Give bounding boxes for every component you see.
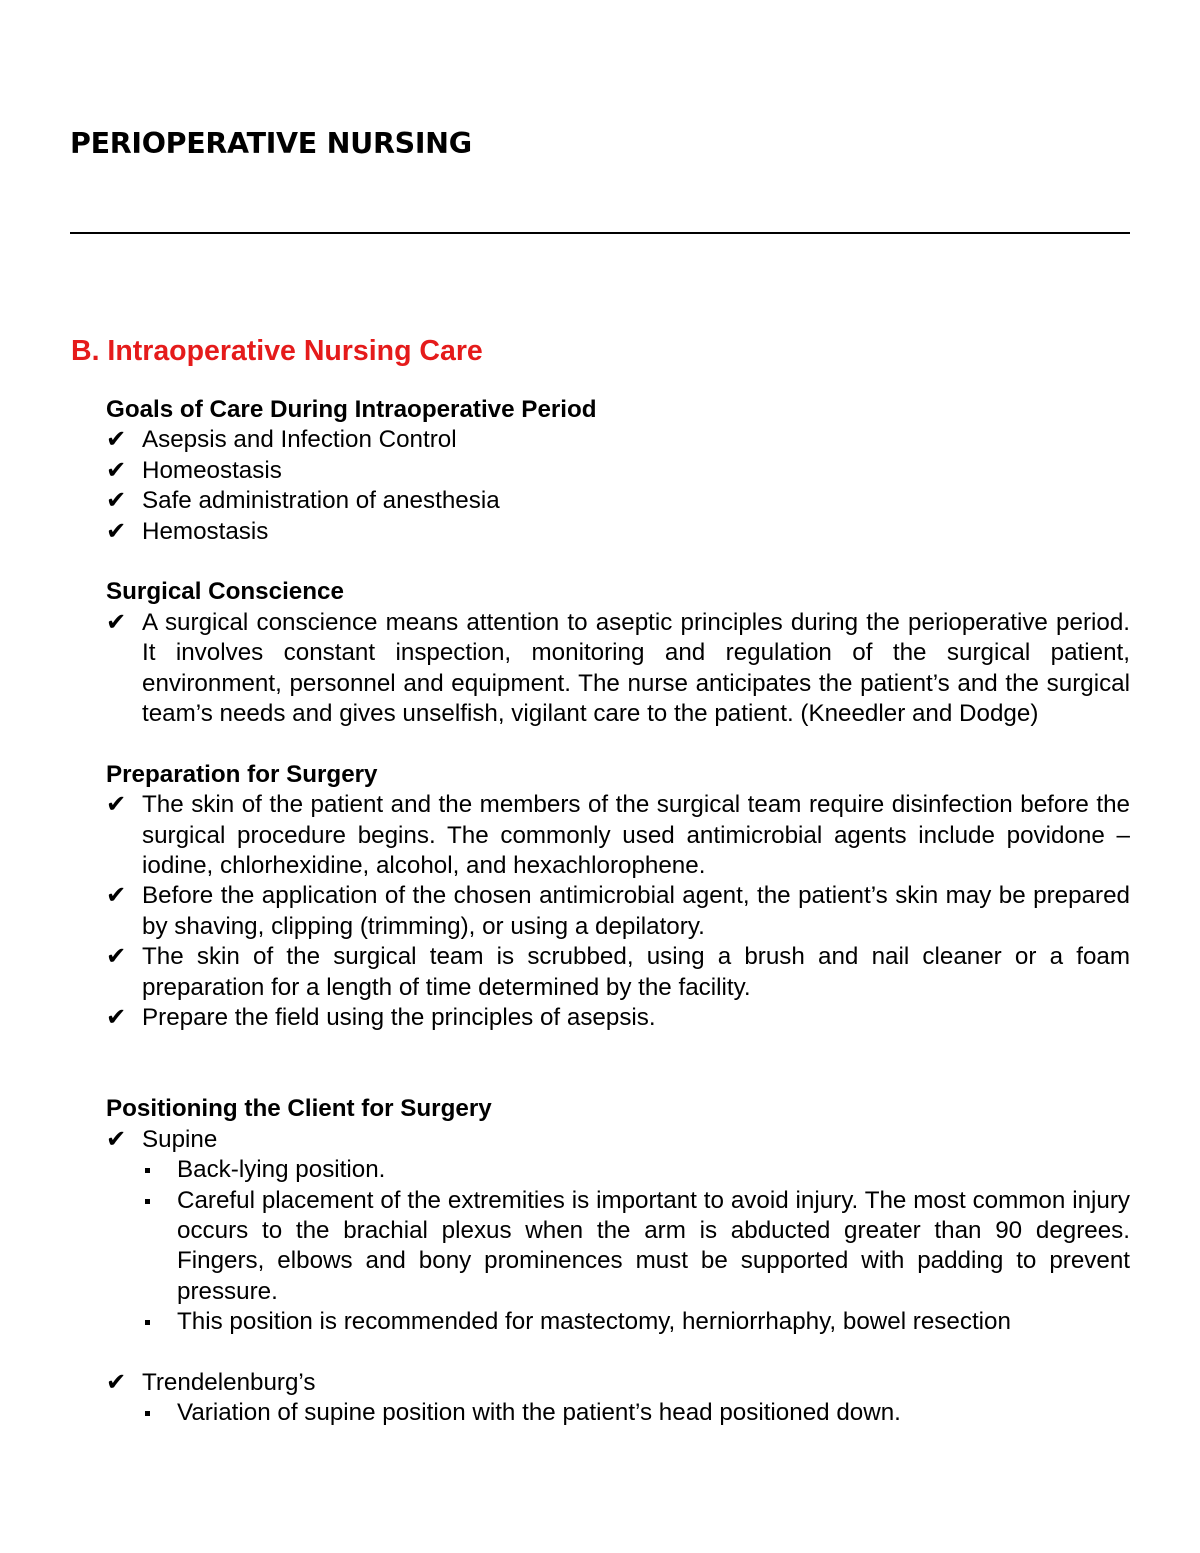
document-body [71, 332, 1130, 1429]
check-icon: ✔ [106, 487, 127, 515]
goals-heading: Goals of Care During Intraoperative Period [106, 396, 597, 423]
list-item: ✔ The skin of the surgical team is scrubbed, using a brush and nail cleaner or a foam preparation for a length of time determined by the facility. [106, 943, 1130, 1001]
list-item: ✔ Asepsis and Infection Control [106, 425, 1130, 455]
list-item: ✔ Before the application of the chosen antimicrobial agent, the patient’s skin may be prepared by shaving, clipping (trimming), or using a depilatory. [106, 882, 1130, 940]
check-icon: ✔ [106, 1368, 127, 1396]
square-bullet-icon [145, 1168, 150, 1173]
check-icon: ✔ [106, 426, 127, 454]
sub-list-item: Careful placement of the extremities is important to avoid injury. The most common injury occurs to the brachial plexus when the arm is abducted greater than 90 degrees. Fingers, elbows and bony prominences must be supported with padding to prevent pressure. [142, 1186, 1130, 1308]
position-label-supine: Supine [142, 1125, 218, 1153]
check-icon: ✔ [106, 456, 127, 484]
conscience-list [106, 608, 1130, 730]
check-icon: ✔ [106, 608, 127, 636]
list-item: ✔ Prepare the field using the principles of asepsis. [106, 1003, 1130, 1033]
square-bullet-icon [145, 1411, 150, 1416]
list-item [106, 1125, 1130, 1338]
check-icon: ✔ [106, 882, 127, 910]
document-title: PERIOPERATIVE NURSING [70, 127, 472, 160]
trendelenburg-points [142, 1398, 1130, 1428]
square-bullet-icon [145, 1199, 150, 1204]
conscience-heading: Surgical Conscience [106, 578, 344, 606]
check-icon: ✔ [106, 943, 127, 971]
sub-list-item: This position is recommended for mastectomy, herniorrhaphy, bowel resection [142, 1307, 1130, 1337]
goals-section [71, 395, 1130, 1429]
square-bullet-icon [145, 1320, 150, 1325]
list-item [106, 1368, 1130, 1429]
check-icon: ✔ [106, 517, 127, 545]
supine-points [142, 1155, 1130, 1337]
list-item: ✔ The skin of the patient and the members of the surgical team require disinfection before the surgical procedure begins. The commonly used antimicrobial agents include povidone – iodine, chlorhexidine, alcohol, and hexachlorophene. [106, 791, 1130, 880]
check-icon: ✔ [106, 1004, 127, 1032]
list-item: ✔ Homeostasis [106, 456, 1130, 486]
check-icon: ✔ [106, 791, 127, 819]
positioning-list-continued [106, 1368, 1130, 1429]
section-heading: B. Intraoperative Nursing Care [71, 335, 483, 367]
preparation-heading: Preparation for Surgery [106, 760, 378, 788]
check-icon: ✔ [106, 1125, 127, 1153]
position-label-trendelenburg: Trendelenburg’s [142, 1368, 316, 1396]
list-item: ✔ Safe administration of anesthesia [106, 486, 1130, 516]
sub-list-item: Variation of supine position with the patient’s head positioned down. [142, 1398, 1130, 1428]
list-item: ✔ A surgical conscience means attention to aseptic principles during the perioperative period. It involves constant inspection, monitoring and regulation of the surgical patient, environment, personnel and equipment. The nurse anticipates the patient’s and the surgical team’s needs and gives unselfish, vigilant care to the patient. (Kneedler and Dodge) [106, 608, 1130, 728]
positioning-heading: Positioning the Client for Surgery [106, 1095, 492, 1123]
sub-list-item: Back-lying position. [142, 1155, 1130, 1185]
list-item: ✔ Hemostasis [106, 517, 1130, 547]
preparation-list [106, 790, 1130, 1033]
positioning-list [106, 1125, 1130, 1338]
goals-list [106, 425, 1130, 547]
title-divider [70, 232, 1130, 234]
